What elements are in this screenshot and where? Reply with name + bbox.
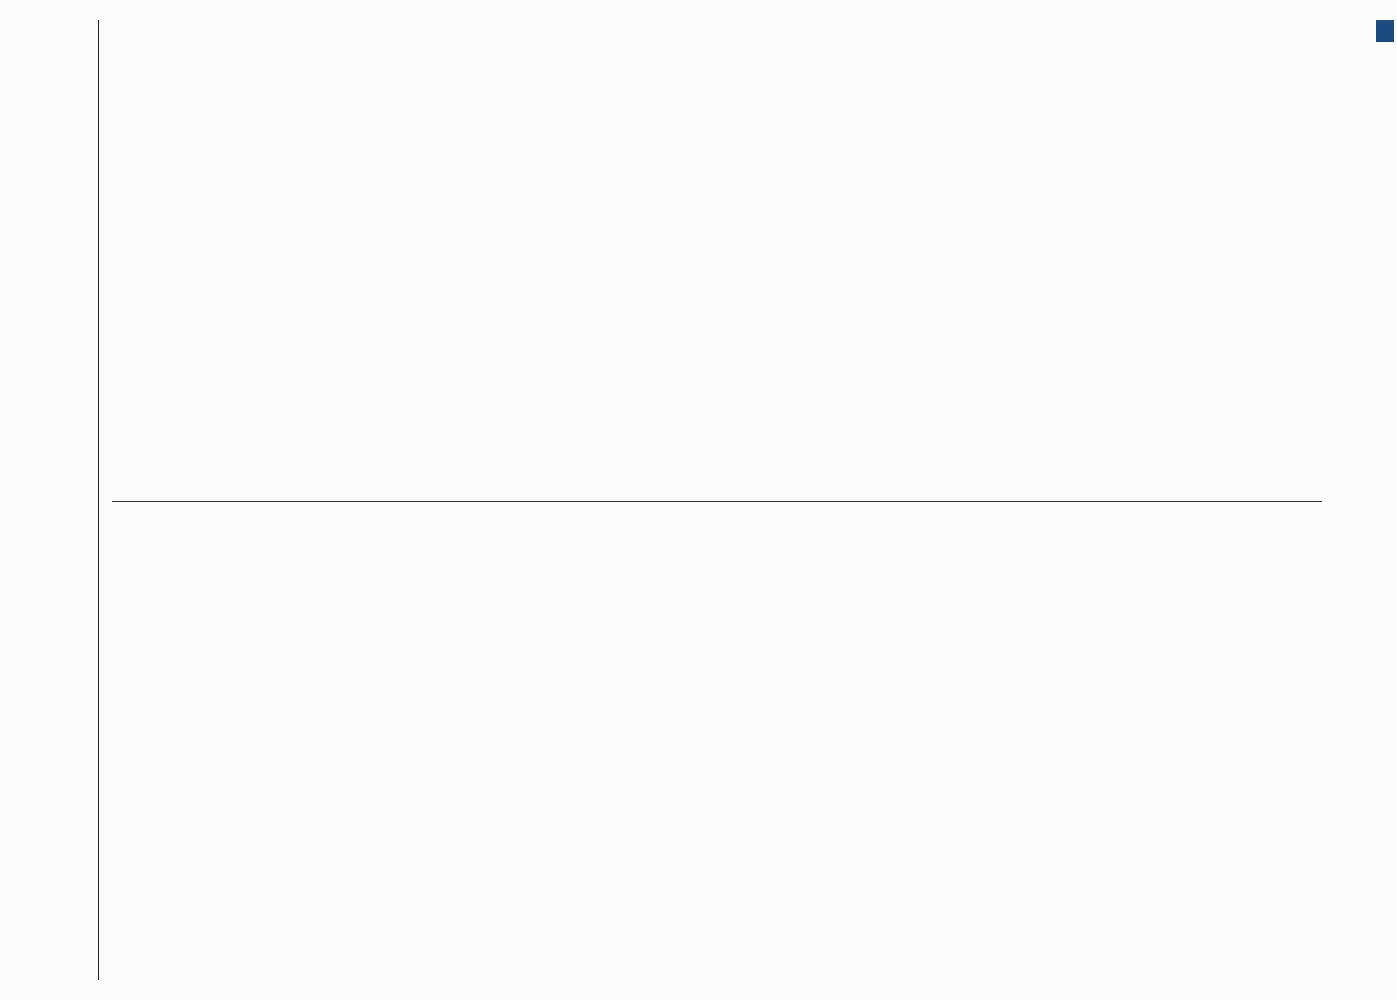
funder-logo-icon [1376, 20, 1394, 42]
column-divider [112, 501, 1322, 502]
header-rule [98, 20, 99, 980]
printed-page [50, 20, 1340, 980]
right-column [112, 24, 1322, 484]
digitization-sidebar [1375, 20, 1395, 980]
left-column [112, 520, 1322, 980]
page-header [50, 20, 98, 980]
